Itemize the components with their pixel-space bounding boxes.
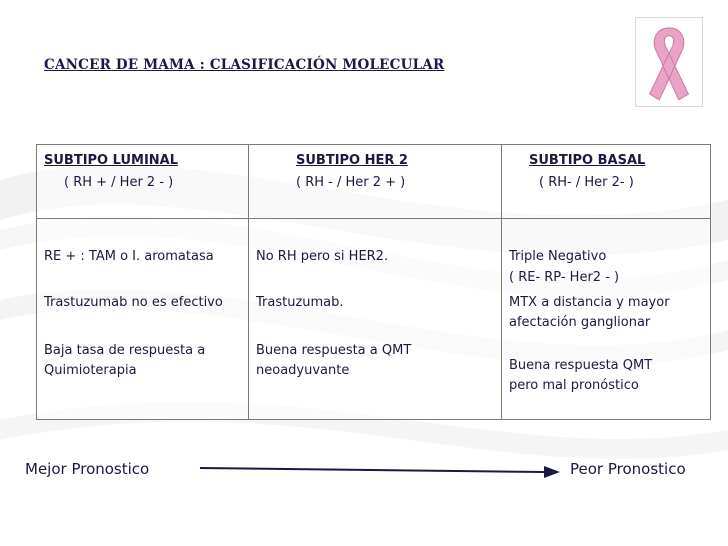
luminal-line-3b: Quimioterapia	[44, 363, 137, 378]
page-title: CANCER DE MAMA : CLASIFICACIÓN MOLECULAR	[44, 57, 445, 73]
header-luminal-title: SUBTIPO LUMINAL	[44, 153, 179, 168]
table-row-divider	[37, 218, 710, 219]
header-luminal-sub: ( RH + / Her 2 - )	[64, 175, 174, 190]
arrow-right-icon	[198, 460, 560, 480]
better-prognosis-label: Mejor Pronostico	[25, 460, 150, 478]
her2-line-3b: neoadyuvante	[256, 363, 350, 378]
her2-line-3a: Buena respuesta a QMT	[256, 343, 412, 358]
classification-table	[36, 144, 711, 420]
basal-line-2: ( RE- RP- Her2 - )	[509, 270, 620, 285]
basal-line-4a: Buena respuesta QMT	[509, 358, 653, 373]
table-column-divider	[501, 145, 502, 419]
header-basal-title: SUBTIPO BASAL	[529, 153, 646, 168]
basal-line-1: Triple Negativo	[509, 249, 607, 264]
pink-ribbon-icon	[636, 18, 702, 106]
ribbon-image	[635, 17, 703, 107]
basal-line-4b: pero mal pronóstico	[509, 378, 639, 393]
worse-prognosis-label: Peor Pronostico	[570, 460, 686, 478]
basal-line-3b: afectación ganglionar	[509, 315, 651, 330]
table-column-divider	[248, 145, 249, 419]
her2-line-1: No RH pero si HER2.	[256, 249, 389, 264]
her2-line-2: Trastuzumab.	[256, 295, 344, 310]
header-her2-sub: ( RH - / Her 2 + )	[296, 175, 406, 190]
luminal-line-3a: Baja tasa de respuesta a	[44, 343, 206, 358]
luminal-line-2: Trastuzumab no es efectivo	[44, 295, 223, 310]
header-her2-title: SUBTIPO HER 2	[296, 153, 408, 168]
luminal-line-1: RE + : TAM o I. aromatasa	[44, 249, 214, 264]
basal-line-3a: MTX a distancia y mayor	[509, 295, 670, 310]
header-basal-sub: ( RH- / Her 2- )	[539, 175, 634, 190]
